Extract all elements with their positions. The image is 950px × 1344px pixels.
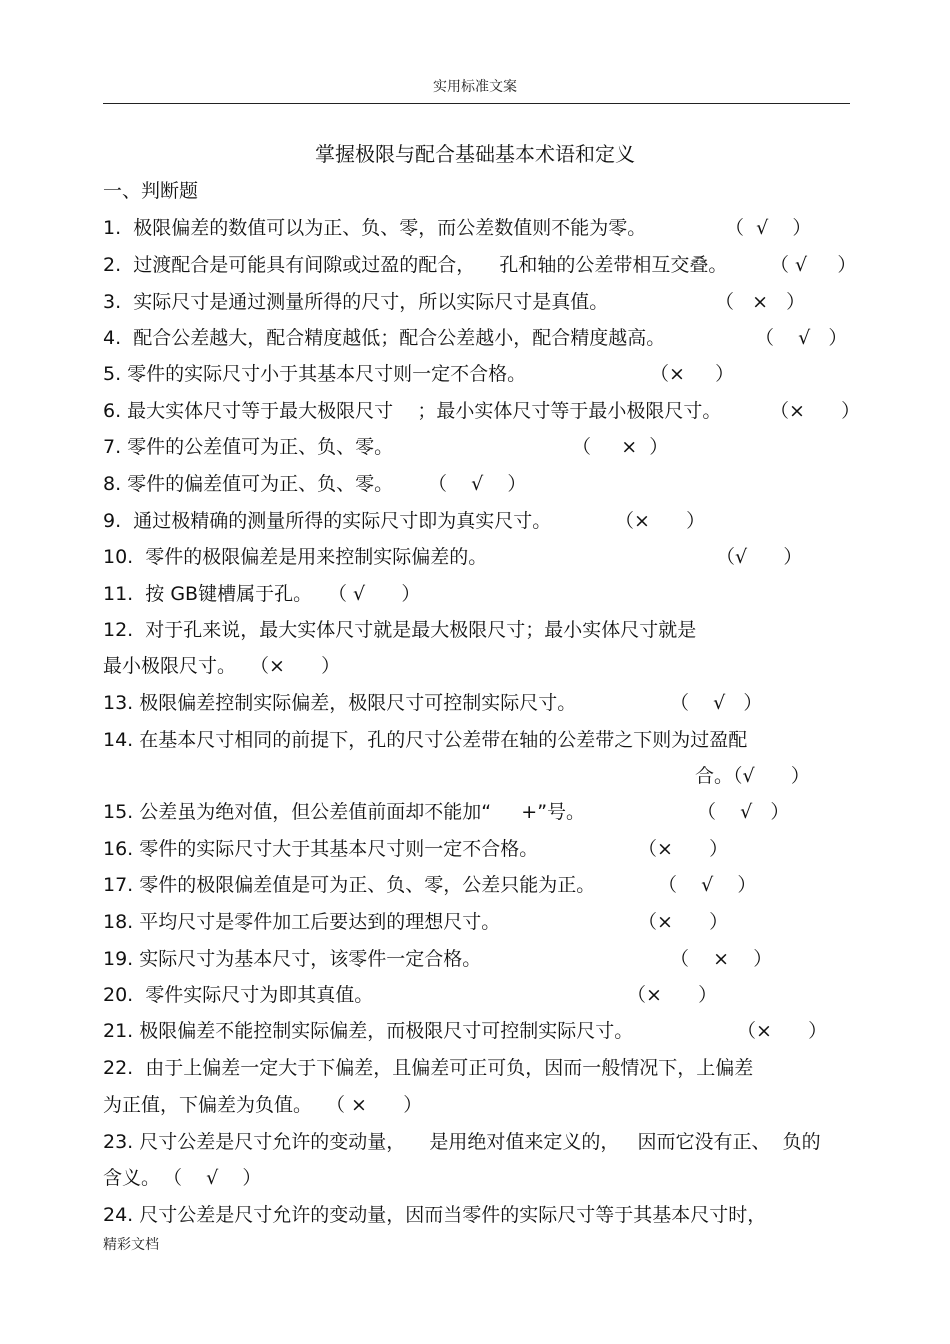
answer-mark: 合。（√ ） <box>695 765 810 787</box>
question-text: 5. 零件的实际尺寸小于其基本尺寸则一定不合格。 <box>103 363 527 385</box>
answer-mark: （ √ ） <box>755 327 848 349</box>
question-text: 2. 过渡配合是可能具有间隙或过盈的配合， 孔和轴的公差带相互交叠。 <box>103 254 728 276</box>
question-text: 18. 平均尺寸是零件加工后要达到的理想尺寸。 <box>103 911 501 933</box>
question-text: 14. 在基本尺寸相同的前提下，孔的尺寸公差带在轴的公差带之下则为过盈配 <box>103 729 748 751</box>
question-text: 为正值，下偏差为负值。 <box>103 1094 313 1116</box>
question-text: 19. 实际尺寸为基本尺寸，该零件一定合格。 <box>103 948 482 970</box>
header-rule <box>103 103 850 104</box>
answer-mark: （ √ ） <box>428 473 527 495</box>
question-text: 6. 最大实体尺寸等于最大极限尺寸 ；最小实体尺寸等于最小极限尺寸。 <box>103 400 722 422</box>
answer-mark: （× ） <box>770 400 861 422</box>
answer-mark: （× ） <box>638 911 729 933</box>
question-text: 20. 零件实际尺寸为即其真值。 <box>103 984 374 1006</box>
answer-mark: （× ） <box>627 984 718 1006</box>
question-text: 22. 由于上偏差一定大于下偏差，且偏差可正可负，因而一般情况下，上偏差 <box>103 1057 754 1079</box>
answer-mark: （ √ ） <box>725 217 812 239</box>
answer-mark: （ × ） <box>715 291 806 313</box>
question-text: 15. 公差虽为绝对值，但公差值前面却不能加“ +”号。 <box>103 801 586 823</box>
question-text: 9. 通过极精确的测量所得的实际尺寸即为真实尺寸。 <box>103 510 552 532</box>
answer-mark: （ √ ） <box>163 1167 262 1189</box>
answer-mark: （× ） <box>650 363 735 385</box>
answer-mark: （ × ） <box>670 948 773 970</box>
question-text: 7. 零件的公差值可为正、负、零。 <box>103 436 394 458</box>
question-text: 10. 零件的极限偏差是用来控制实际偏差的。 <box>103 546 488 568</box>
answer-mark: （ × ） <box>572 436 669 458</box>
answer-mark: （ × ） <box>326 1094 423 1116</box>
question-text: 3. 实际尺寸是通过测量所得的尺寸，所以实际尺寸是真值。 <box>103 291 609 313</box>
question-text: 11. 按 GB键槽属于孔。 <box>103 583 313 605</box>
question-text: 16. 零件的实际尺寸大于其基本尺寸则一定不合格。 <box>103 838 539 860</box>
answer-mark: （ √ ） <box>697 801 790 823</box>
answer-mark: （× ） <box>638 838 729 860</box>
answer-mark: （× ） <box>615 510 706 532</box>
question-text: 1. 极限偏差的数值可以为正、负、零，而公差数值则不能为零。 <box>103 217 647 239</box>
answer-mark: （√ ） <box>716 546 803 568</box>
answer-mark: （ √ ） <box>658 874 757 896</box>
question-text: 12. 对于孔来说，最大实体尺寸就是最大极限尺寸；最小实体尺寸就是 <box>103 619 697 641</box>
question-text: 8. 零件的偏差值可为正、负、零。 <box>103 473 394 495</box>
question-text: 23. 尺寸公差是尺寸允许的变动量， 是用绝对值来定义的， 因而它没有正、 负的 <box>103 1131 821 1153</box>
question-text: 最小极限尺寸。 <box>103 655 237 677</box>
question-text: 21. 极限偏差不能控制实际偏差，而极限尺寸可控制实际尺寸。 <box>103 1020 634 1042</box>
question-text: 24. 尺寸公差是尺寸允许的变动量，因而当零件的实际尺寸等于其基本尺寸时， <box>103 1204 767 1226</box>
answer-mark: （ √ ） <box>328 583 421 605</box>
page-header: 实用标准文案 <box>433 79 517 95</box>
question-text: 13. 极限偏差控制实际偏差，极限尺寸可控制实际尺寸。 <box>103 692 577 714</box>
answer-mark: （ √ ） <box>670 692 763 714</box>
section-heading: 一、判断题 <box>103 180 199 202</box>
answer-mark: （× ） <box>250 655 341 677</box>
page-footer: 精彩文档 <box>103 1237 159 1253</box>
answer-mark: （× ） <box>737 1020 828 1042</box>
question-text: 4. 配合公差越大，配合精度越低；配合公差越小，配合精度越高。 <box>103 327 666 349</box>
question-text: 17. 零件的极限偏差值是可为正、负、零，公差只能为正。 <box>103 874 596 896</box>
answer-mark: （ √ ） <box>770 254 857 276</box>
question-text: 含义。 <box>103 1167 161 1189</box>
document-title: 掌握极限与配合基础基本术语和定义 <box>315 142 635 166</box>
